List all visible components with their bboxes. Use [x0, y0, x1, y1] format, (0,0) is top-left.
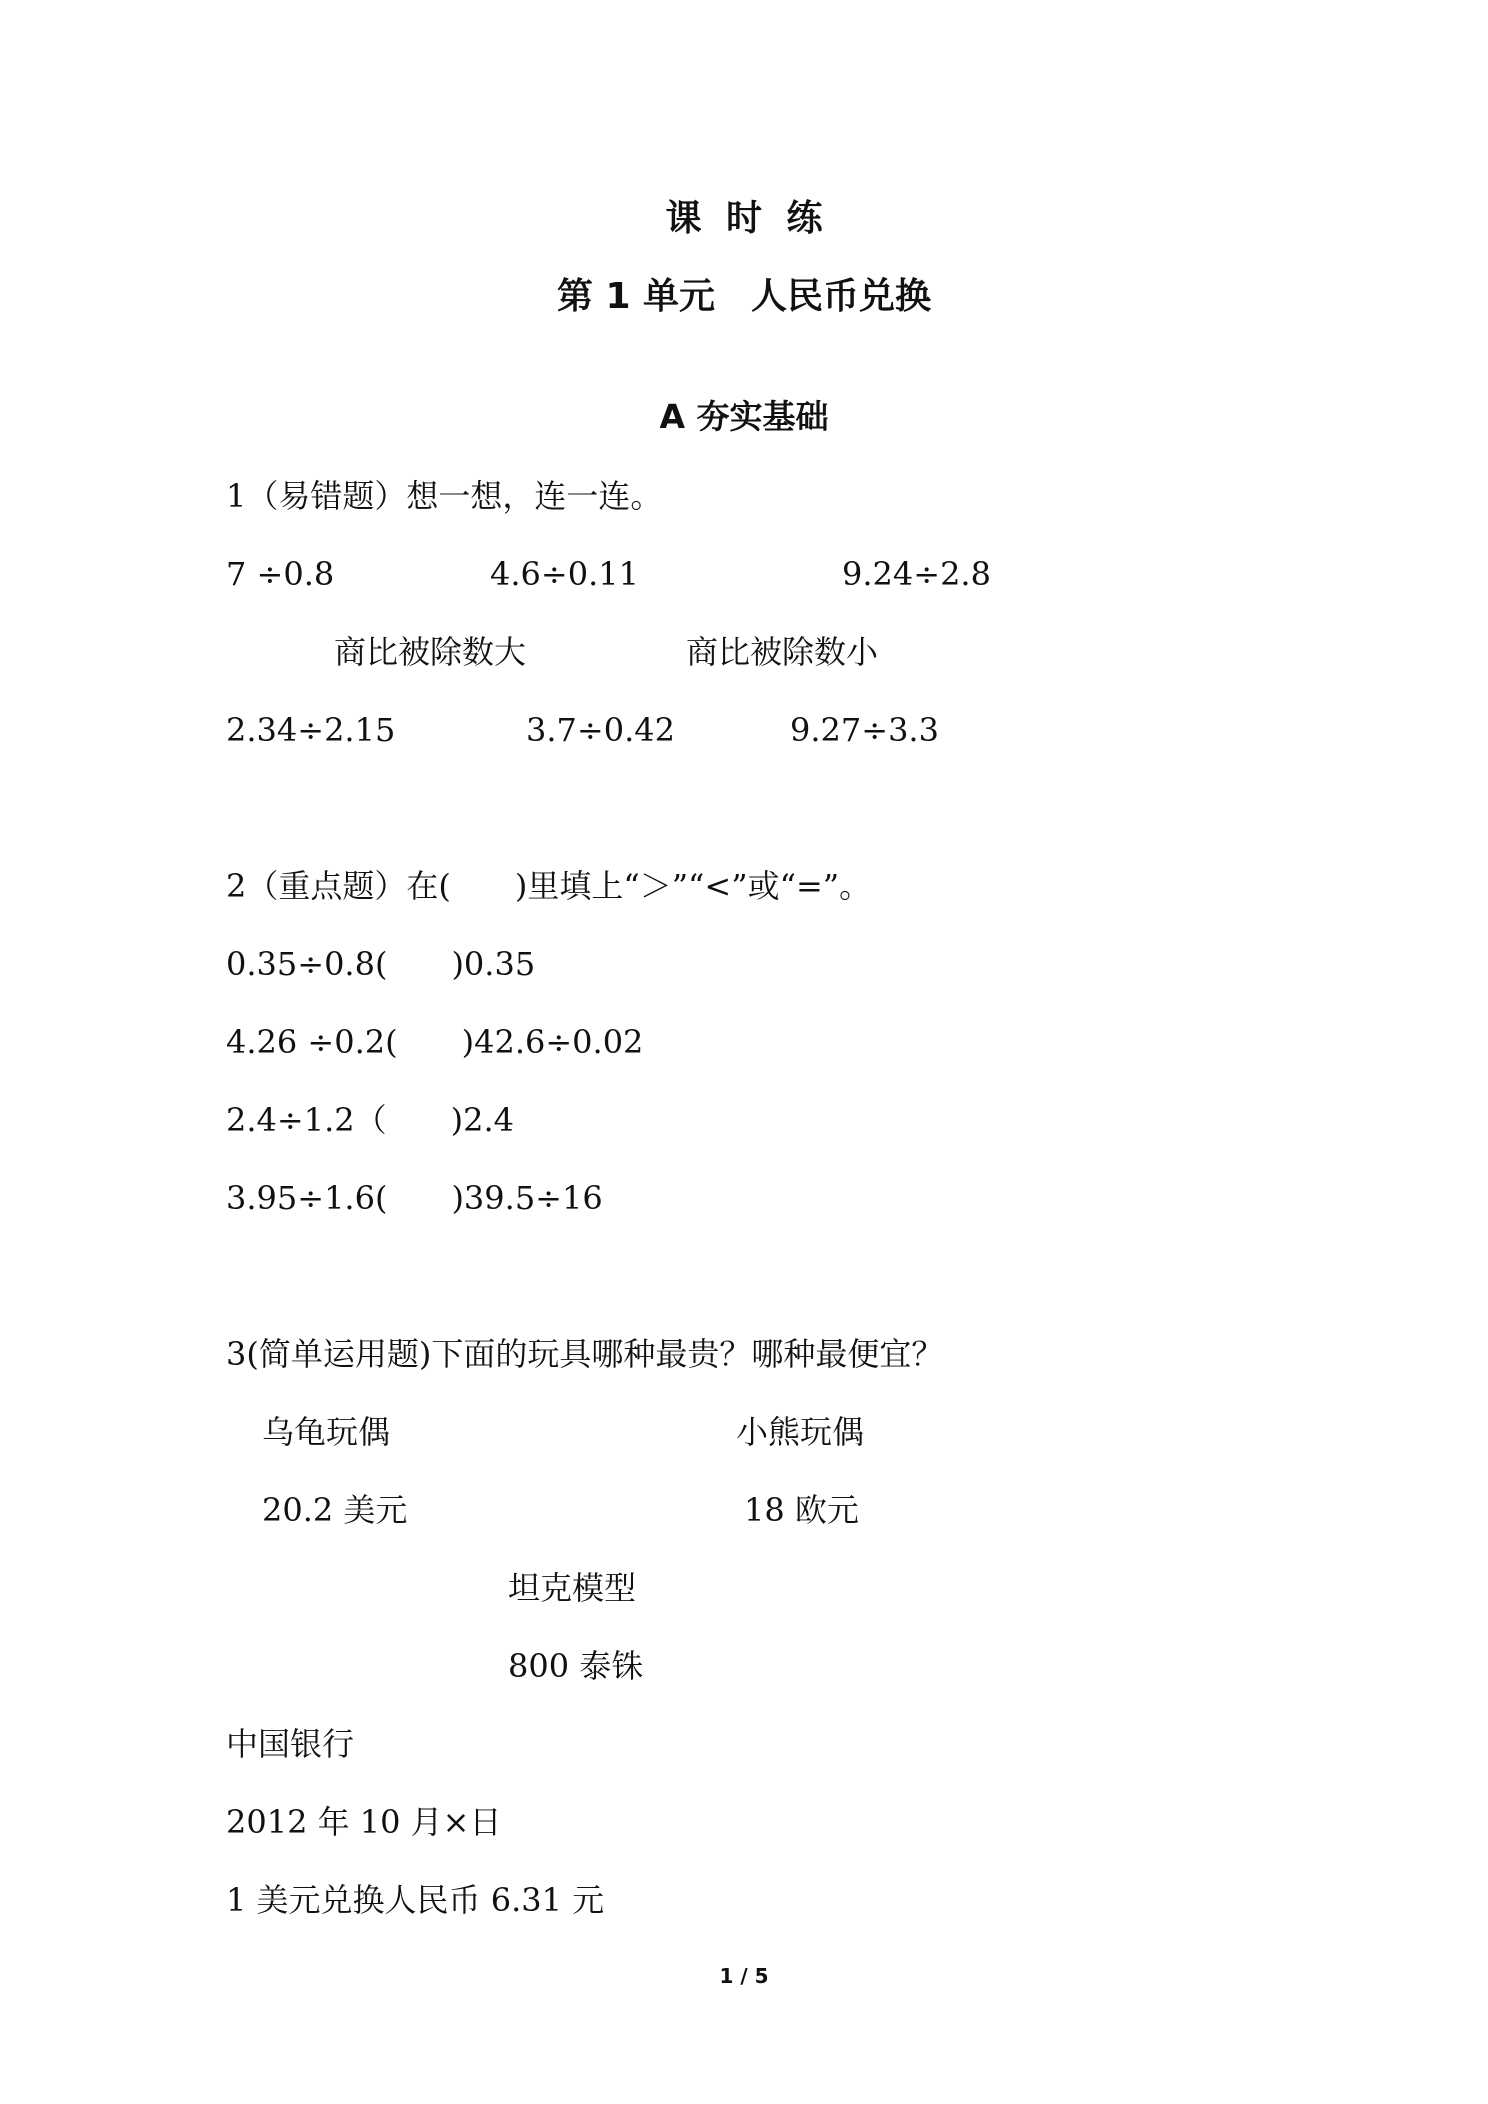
page-title: 课 时 练 [665, 198, 823, 239]
bank-name: 中国银行 [226, 1725, 355, 1763]
q1-expression: 7 ÷0.8 [226, 555, 335, 593]
toy-name: 坦克模型 [508, 1569, 637, 1607]
unit-title: 第 1 单元 人民币兑换 [556, 276, 932, 317]
exchange-rate: 1 美元兑换人民币 6.31 元 [226, 1881, 605, 1919]
q2-item: 4.26 ÷0.2( )42.6÷0.02 [226, 1023, 644, 1061]
q2-item: 2.4÷1.2（ )2.4 [226, 1101, 514, 1139]
q1-expression: 4.6÷0.11 [490, 555, 639, 593]
q1-expression: 2.34÷2.15 [226, 711, 396, 749]
q2-item: 0.35÷0.8( )0.35 [226, 945, 536, 983]
toy-name: 小熊玩偶 [736, 1413, 865, 1451]
q1-expression: 9.27÷3.3 [790, 711, 939, 749]
toy-price: 20.2 美元 [262, 1491, 408, 1529]
q1-prompt: 1（易错题）想一想，连一连。 [226, 477, 663, 515]
q1-label-bigger: 商比被除数大 [334, 633, 527, 671]
q3-prompt: 3(简单运用题)下面的玩具哪种最贵？哪种最便宜？ [226, 1335, 944, 1373]
q1-expression: 9.24÷2.8 [842, 555, 991, 593]
q2-prompt: 2（重点题）在( )里填上“＞”“<”或“=”。 [226, 867, 872, 905]
exchange-date: 2012 年 10 月×日 [226, 1803, 502, 1841]
toy-name: 乌龟玩偶 [262, 1413, 391, 1451]
q1-expression: 3.7÷0.42 [526, 711, 675, 749]
toy-price: 800 泰铢 [508, 1647, 644, 1685]
page-number: 1 / 5 [719, 1964, 769, 1988]
q1-label-smaller: 商比被除数小 [686, 633, 879, 671]
toy-price: 18 欧元 [744, 1491, 859, 1529]
q2-item: 3.95÷1.6( )39.5÷16 [226, 1179, 603, 1217]
section-title: A 夯实基础 [659, 397, 829, 436]
